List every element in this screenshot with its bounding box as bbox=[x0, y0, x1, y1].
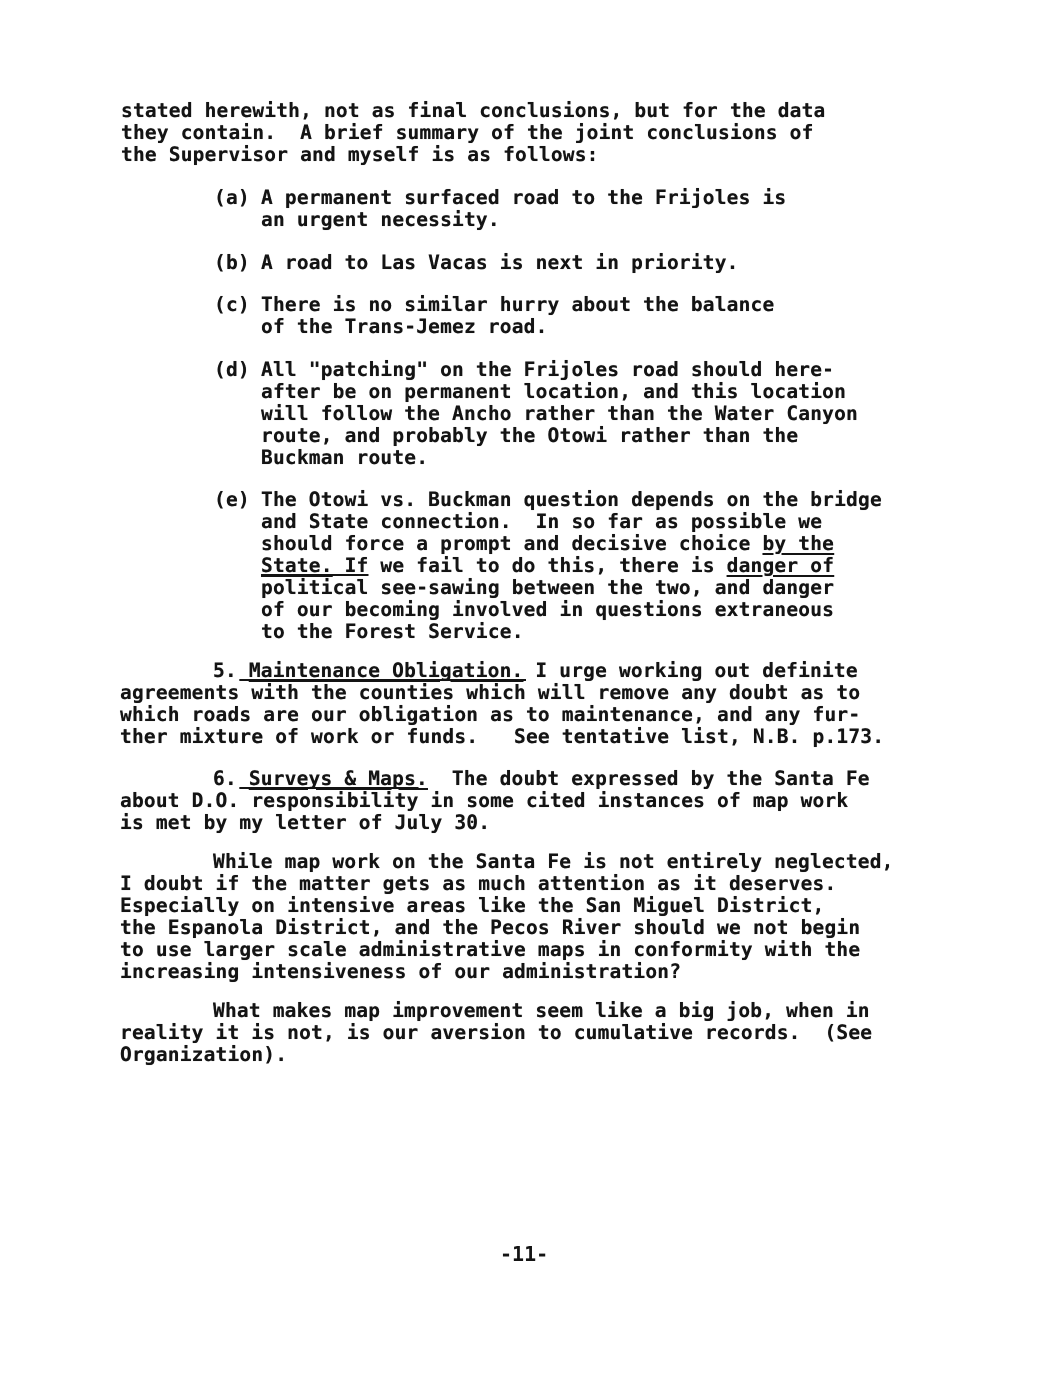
section-6-line-2-c: in some cited instances of map work bbox=[418, 789, 849, 812]
map-paragraph-line-2: I doubt if the matter gets as much attention as it deserves. bbox=[120, 872, 837, 895]
section-6-line-2-a: about D.O. bbox=[120, 789, 240, 812]
item-e-line-2: and State connection. In so far as possible we bbox=[261, 510, 823, 533]
overlined-with-the-counties: with the counties which bbox=[239, 681, 526, 704]
map-paragraph-line-4: the Espanola District, and the Pecos River should we not begin bbox=[120, 916, 861, 939]
intro-line-3: the Supervisor and myself is as follows: bbox=[121, 143, 599, 166]
section-5-lead: I urge working out definite bbox=[523, 659, 858, 682]
map-paragraph-line-5: to use larger scale administrative maps in conformity with the bbox=[120, 938, 861, 961]
section-5-line-2-a: agreements bbox=[120, 681, 240, 704]
item-d-marker: (d) bbox=[214, 358, 250, 381]
underlined-danger-of: danger of bbox=[726, 554, 835, 577]
item-a-line-1: A permanent surfaced road to the Frijoles is bbox=[261, 186, 787, 209]
map-paragraph-line-6: increasing intensiveness of our administration? bbox=[120, 960, 682, 983]
item-c-marker: (c) bbox=[214, 293, 250, 316]
item-c-line-2: of the Trans-Jemez road. bbox=[261, 315, 548, 338]
records-paragraph-line-3: Organization). bbox=[120, 1043, 288, 1066]
item-e-line-4 bbox=[261, 555, 834, 577]
item-d-line-2: after be on permanent location, and this location bbox=[261, 380, 847, 403]
section-6-number: 6. bbox=[213, 767, 237, 790]
item-e-marker: (e) bbox=[214, 488, 250, 511]
item-c-line-1: There is no similar hurry about the balance bbox=[261, 293, 775, 316]
section-6-line-2 bbox=[120, 790, 848, 812]
underlined-state: State. bbox=[261, 554, 333, 577]
item-e-line-5-text: see-sawing between the two, and danger bbox=[368, 576, 835, 599]
section-6-heading: Surveys & Maps. bbox=[248, 767, 428, 790]
item-a-line-2: an urgent necessity. bbox=[261, 208, 500, 231]
section-5-line-2-c: will remove any doubt as to bbox=[525, 681, 861, 704]
item-e-line-3 bbox=[261, 533, 834, 555]
section-6-line-1 bbox=[213, 768, 870, 790]
intro-line-1: stated herewith, not as final conclusions, but for the data bbox=[121, 99, 826, 122]
item-e-line-5 bbox=[261, 577, 834, 599]
item-d-line-1: All "patching" on the Frijoles road should here- bbox=[261, 358, 835, 381]
item-d-line-5: Buckman route. bbox=[261, 446, 429, 469]
map-paragraph-line-1: While map work on the Santa Fe is not entirely neglected, bbox=[213, 850, 894, 873]
item-e-line-7: to the Forest Service. bbox=[261, 620, 524, 643]
section-5-heading: Maintenance Obligation. bbox=[248, 659, 524, 682]
underlined-by-the: by the bbox=[762, 532, 835, 555]
item-e-line-3-text: should force a prompt and decisive choice bbox=[261, 532, 763, 555]
item-e-line-1: The Otowi vs. Buckman question depends on the bridge bbox=[261, 488, 882, 511]
section-5-line-1 bbox=[213, 660, 858, 682]
overlined-responsibility: responsibility bbox=[239, 789, 419, 812]
intro-line-2: they contain. A brief summary of the joint conclusions of bbox=[121, 121, 814, 144]
item-d-line-3: will follow the Ancho rather than the Water Canyon bbox=[261, 402, 858, 425]
item-b-line-1: A road to Las Vacas is next in priority. bbox=[261, 251, 739, 274]
item-d-line-4: route, and probably the Otowi rather than the bbox=[261, 424, 799, 447]
item-e-line-6: of our becoming involved in questions extraneous bbox=[261, 598, 835, 621]
section-5-line-3: which roads are our obligation as to maintenance, and any fur- bbox=[120, 703, 861, 726]
section-5-line-2 bbox=[120, 682, 860, 704]
item-e-line-4-text: If we fail to do this, there is bbox=[332, 554, 727, 577]
item-a-marker: (a) bbox=[214, 186, 250, 209]
item-b-marker: (b) bbox=[214, 251, 250, 274]
section-5-line-4: ther mixture of work or funds. See tentative list, N.B. p.173. bbox=[120, 725, 885, 748]
overlined-political: political bbox=[261, 576, 369, 599]
section-5-number: 5. bbox=[213, 659, 237, 682]
records-paragraph-line-2: reality it is not, is our aversion to cumulative records. (See bbox=[120, 1021, 873, 1044]
page-number: -11- bbox=[500, 1242, 549, 1266]
section-6-lead: The doubt expressed by the Santa Fe bbox=[427, 767, 870, 790]
section-6-line-3: is met by my letter of July 30. bbox=[120, 811, 491, 834]
records-paragraph-line-1: What makes map improvement seem like a big job, when in bbox=[213, 999, 870, 1022]
map-paragraph-line-3: Especially on intensive areas like the San Miguel District, bbox=[120, 894, 825, 917]
